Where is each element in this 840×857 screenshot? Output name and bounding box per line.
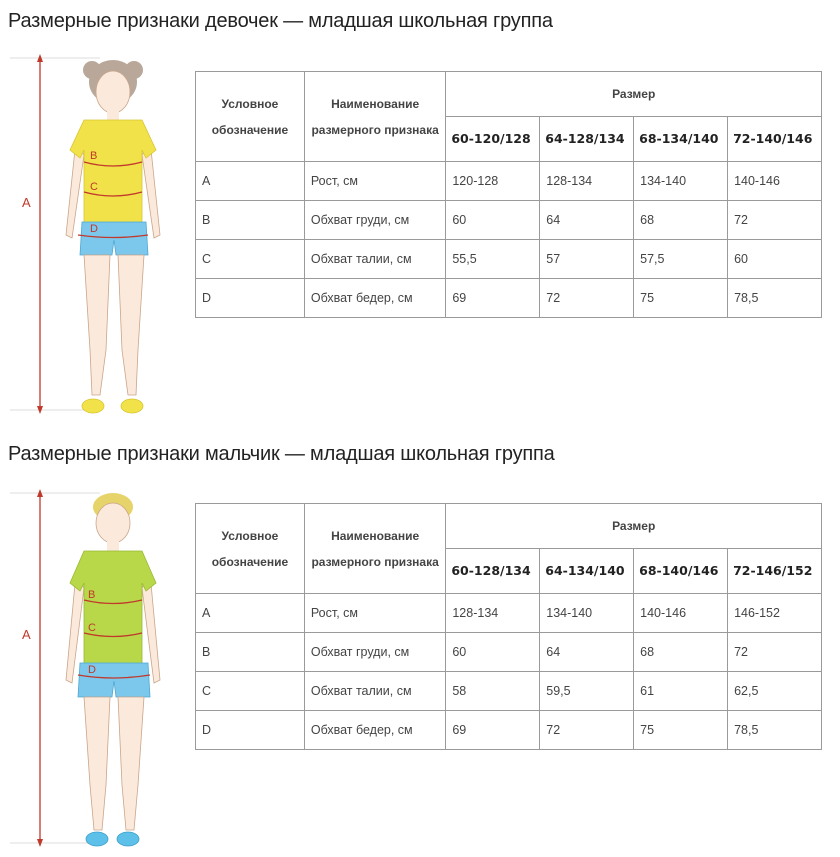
table-row: [196, 240, 822, 279]
label-a: A: [22, 627, 31, 642]
table-row: [196, 711, 822, 750]
row-value: 69: [446, 279, 540, 318]
row-value: 69: [446, 711, 540, 750]
section-title-girls: Размерные признаки девочек — младшая школьная группа: [8, 10, 553, 32]
header-symbol: Условное обозначение: [196, 504, 305, 594]
girls-size-table: [195, 71, 822, 318]
row-value: 64: [540, 633, 634, 672]
row-value: 57: [540, 240, 634, 279]
label-c: C: [90, 181, 98, 193]
size-col-2: 64-134/140: [540, 549, 634, 594]
size-col-3: 68-140/146: [634, 549, 728, 594]
row-value: 140-146: [728, 162, 822, 201]
row-code: D: [196, 279, 305, 318]
row-value: 59,5: [540, 672, 634, 711]
row-code: B: [196, 201, 305, 240]
row-value: 68: [634, 633, 728, 672]
row-value: 75: [634, 279, 728, 318]
row-code: A: [196, 594, 305, 633]
header-size: Размер: [446, 72, 822, 117]
table-row: [196, 279, 822, 318]
row-value: 72: [728, 201, 822, 240]
row-value: 75: [634, 711, 728, 750]
row-name: Обхват бедер, см: [304, 279, 445, 318]
boy-shirt: [70, 551, 156, 665]
boys-size-table: [195, 503, 822, 750]
row-value: 128-134: [540, 162, 634, 201]
row-name: Обхват талии, см: [304, 672, 445, 711]
size-col-1: 60-128/134: [446, 549, 540, 594]
row-value: 68: [634, 201, 728, 240]
row-value: 64: [540, 201, 634, 240]
row-value: 128-134: [446, 594, 540, 633]
row-code: A: [196, 162, 305, 201]
label-d: D: [90, 223, 98, 235]
header-name: Наименование размерного признака: [304, 72, 445, 162]
header-size: Размер: [446, 504, 822, 549]
row-code: C: [196, 240, 305, 279]
table-row: [196, 633, 822, 672]
row-value: 134-140: [634, 162, 728, 201]
size-col-4: 72-140/146: [728, 117, 822, 162]
header-symbol: Условное обозначение: [196, 72, 305, 162]
row-value: 72: [540, 279, 634, 318]
row-code: D: [196, 711, 305, 750]
row-value: 62,5: [728, 672, 822, 711]
table-row: [196, 162, 822, 201]
table-row: [196, 201, 822, 240]
row-value: 60: [728, 240, 822, 279]
size-col-1: 60-120/128: [446, 117, 540, 162]
row-code: B: [196, 633, 305, 672]
row-name: Рост, см: [304, 162, 445, 201]
table-row: [196, 672, 822, 711]
label-d: D: [88, 664, 96, 676]
row-name: Обхват груди, см: [304, 201, 445, 240]
row-value: 55,5: [446, 240, 540, 279]
girl-figure-illustration: [0, 50, 190, 420]
row-value: 78,5: [728, 711, 822, 750]
row-name: Обхват груди, см: [304, 633, 445, 672]
row-value: 57,5: [634, 240, 728, 279]
row-value: 120-128: [446, 162, 540, 201]
row-value: 72: [540, 711, 634, 750]
header-name: Наименование размерного признака: [304, 504, 445, 594]
row-value: 58: [446, 672, 540, 711]
size-col-4: 72-146/152: [728, 549, 822, 594]
table-row: [196, 594, 822, 633]
label-b: B: [88, 589, 96, 601]
row-value: 134-140: [540, 594, 634, 633]
girl-shirt: [70, 120, 156, 225]
row-name: Обхват бедер, см: [304, 711, 445, 750]
row-value: 60: [446, 201, 540, 240]
size-col-3: 68-134/140: [634, 117, 728, 162]
row-value: 78,5: [728, 279, 822, 318]
row-value: 60: [446, 633, 540, 672]
row-code: C: [196, 672, 305, 711]
label-c: C: [88, 622, 96, 634]
section-title-boys: Размерные признаки мальчик — младшая школьная группа: [8, 443, 555, 465]
row-name: Обхват талии, см: [304, 240, 445, 279]
row-value: 140-146: [634, 594, 728, 633]
boy-figure-illustration: [0, 485, 190, 855]
label-a: A: [22, 195, 31, 210]
row-value: 61: [634, 672, 728, 711]
row-value: 72: [728, 633, 822, 672]
label-b: B: [90, 150, 98, 162]
row-value: 146-152: [728, 594, 822, 633]
size-col-2: 64-128/134: [540, 117, 634, 162]
row-name: Рост, см: [304, 594, 445, 633]
